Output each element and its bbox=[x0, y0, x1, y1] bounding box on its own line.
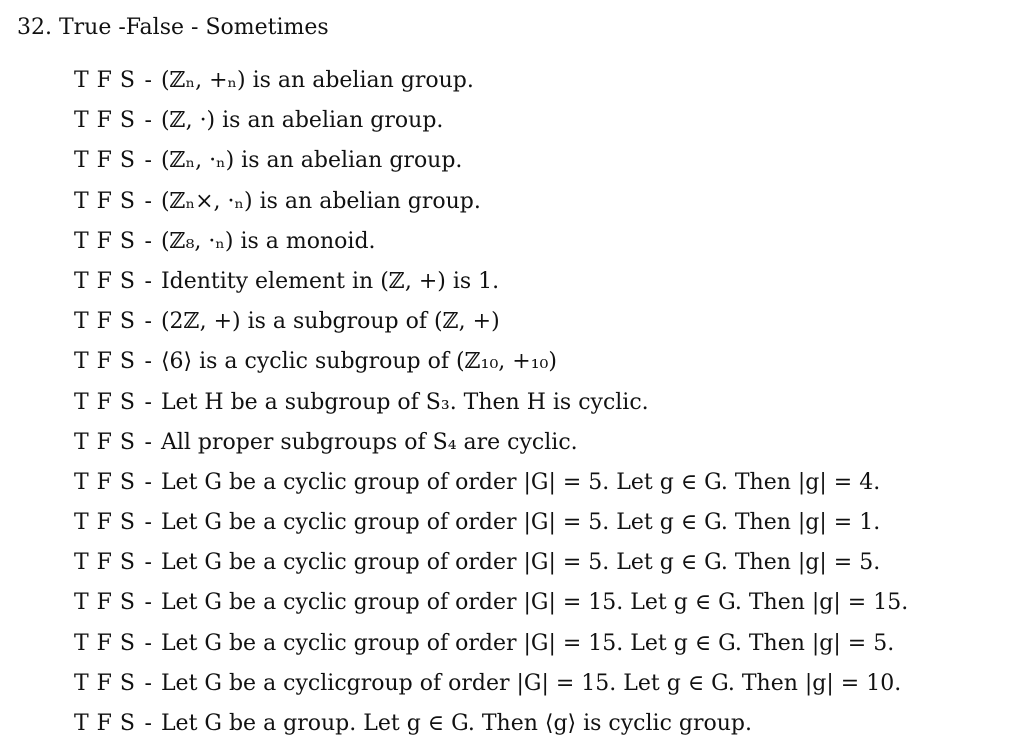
tfs-choices: T F S bbox=[74, 188, 136, 214]
tfs-choices: T F S bbox=[74, 469, 136, 495]
statement-text: Let H be a subgroup of S₃. Then H is cyclic. bbox=[160, 389, 649, 415]
tfs-choices: T F S bbox=[74, 429, 136, 455]
statement-text: Identity element in (ℤ, +) is 1. bbox=[160, 268, 500, 294]
separator: - bbox=[144, 309, 152, 335]
separator: - bbox=[144, 228, 152, 254]
tfs-choices: T F S bbox=[74, 68, 136, 93]
statement-text: (2ℤ, +) is a subgroup of (ℤ, +) bbox=[160, 309, 500, 335]
statement-7 bbox=[74, 305, 908, 345]
tfs-choices: T F S bbox=[74, 711, 136, 736]
statement-text: Let G be a cyclic group of order |G| = 5. Let g ∈ G. Then |g| = 1. bbox=[160, 510, 881, 536]
statement-text: (ℤₙ, ·ₙ) is an abelian group. bbox=[160, 148, 463, 174]
tfs-choices: T F S bbox=[74, 670, 136, 696]
problem-title: 32. True -False - Sometimes bbox=[17, 15, 329, 40]
statement-list bbox=[74, 64, 908, 747]
statement-1 bbox=[74, 64, 908, 104]
statement-text: Let G be a cyclic group of order |G| = 15. Let g ∈ G. Then |g| = 15. bbox=[160, 590, 909, 616]
statement-8 bbox=[74, 345, 908, 385]
tfs-choices: T F S bbox=[74, 108, 136, 134]
separator: - bbox=[144, 108, 152, 134]
tfs-choices: T F S bbox=[74, 389, 136, 415]
statement-text: All proper subgroups of S₄ are cyclic. bbox=[160, 429, 578, 455]
statement-12 bbox=[74, 506, 908, 546]
separator: - bbox=[144, 349, 152, 375]
separator: - bbox=[144, 68, 152, 93]
tfs-choices: T F S bbox=[74, 309, 136, 335]
statement-5 bbox=[74, 225, 908, 265]
statement-text: (ℤₙ, +ₙ) is an abelian group. bbox=[160, 68, 474, 93]
separator: - bbox=[144, 711, 152, 736]
statement-text: Let G be a cyclic group of order |G| = 5. Let g ∈ G. Then |g| = 4. bbox=[160, 469, 881, 495]
statement-13 bbox=[74, 546, 908, 586]
tfs-choices: T F S bbox=[74, 148, 136, 174]
separator: - bbox=[144, 510, 152, 536]
statement-6 bbox=[74, 265, 908, 305]
tfs-choices: T F S bbox=[74, 550, 136, 576]
separator: - bbox=[144, 188, 152, 214]
statement-16 bbox=[74, 667, 908, 707]
separator: - bbox=[144, 670, 152, 696]
tfs-choices: T F S bbox=[74, 349, 136, 375]
statement-text: Let G be a group. Let g ∈ G. Then ⟨g⟩ is cyclic group. bbox=[160, 711, 752, 736]
tfs-choices: T F S bbox=[74, 590, 136, 616]
statement-11 bbox=[74, 466, 908, 506]
separator: - bbox=[144, 469, 152, 495]
statement-15 bbox=[74, 627, 908, 667]
separator: - bbox=[144, 268, 152, 294]
statement-17 bbox=[74, 707, 908, 747]
statement-9 bbox=[74, 386, 908, 426]
statement-text: Let G be a cyclic group of order |G| = 5. Let g ∈ G. Then |g| = 5. bbox=[160, 550, 881, 576]
statement-text: ⟨6⟩ is a cyclic subgroup of (ℤ₁₀, +₁₀) bbox=[160, 349, 557, 375]
separator: - bbox=[144, 429, 152, 455]
tfs-choices: T F S bbox=[74, 630, 136, 656]
separator: - bbox=[144, 550, 152, 576]
separator: - bbox=[144, 630, 152, 656]
tfs-choices: T F S bbox=[74, 268, 136, 294]
statement-2 bbox=[74, 104, 908, 144]
separator: - bbox=[144, 389, 152, 415]
statement-text: (ℤ, ·) is an abelian group. bbox=[160, 108, 444, 134]
statement-14 bbox=[74, 586, 908, 626]
statement-text: Let G be a cyclicgroup of order |G| = 15. Let g ∈ G. Then |g| = 10. bbox=[160, 670, 902, 696]
statement-text: (ℤₙ×, ·ₙ) is an abelian group. bbox=[160, 188, 481, 214]
statement-text: Let G be a cyclic group of order |G| = 15. Let g ∈ G. Then |g| = 5. bbox=[160, 630, 895, 656]
tfs-choices: T F S bbox=[74, 228, 136, 254]
tfs-choices: T F S bbox=[74, 510, 136, 536]
separator: - bbox=[144, 148, 152, 174]
statement-10 bbox=[74, 426, 908, 466]
statement-text: (ℤ₈, ·ₙ) is a monoid. bbox=[160, 228, 376, 254]
statement-3 bbox=[74, 144, 908, 184]
separator: - bbox=[144, 590, 152, 616]
statement-4 bbox=[74, 185, 908, 225]
